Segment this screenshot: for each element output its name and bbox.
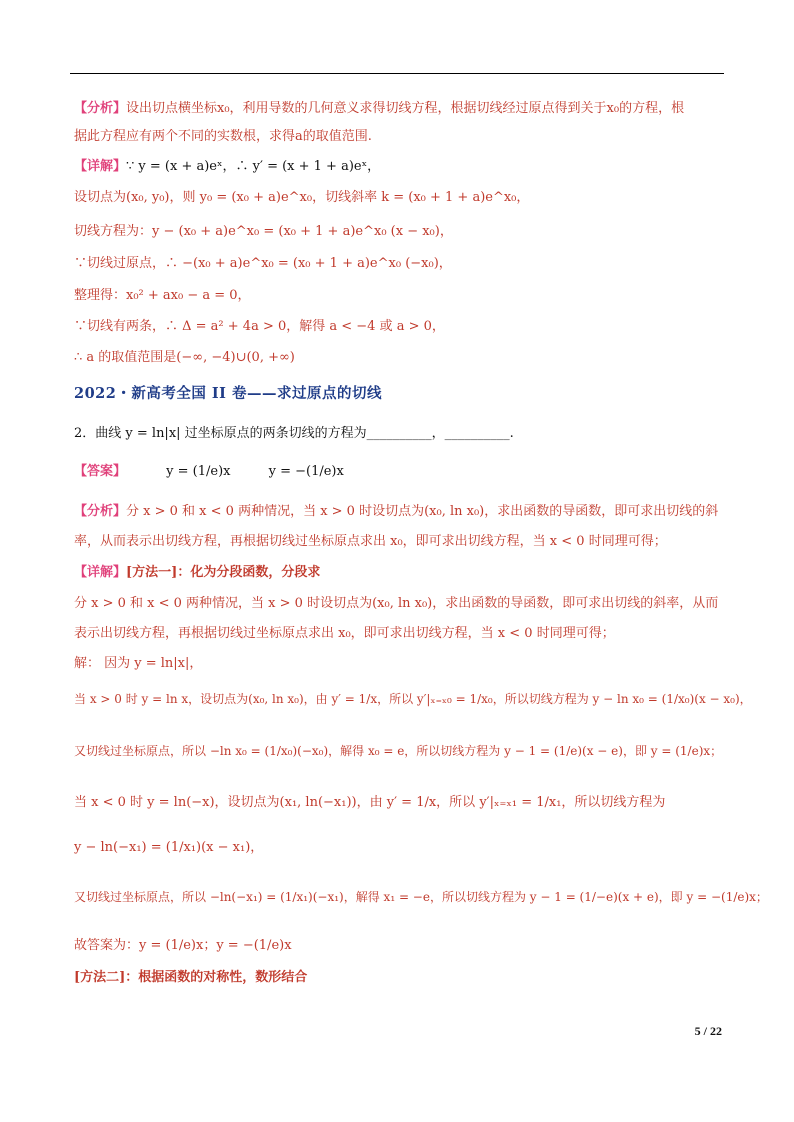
detail-2-line-8: 又切线过坐标原点，所以 −ln(−x₁) = (1/x₁)(−x₁)，解得 x₁ = −e，所以切线方程为 y − 1 = (1/−e)(x + e)，即 y = −(1/e)x； bbox=[74, 890, 768, 904]
detail-2-line-7: y − ln(−x₁) = (1/x₁)(x − x₁)， bbox=[74, 840, 264, 855]
detail-2-line-9: 故答案为：y = (1/e)x；y = −(1/e)x bbox=[74, 938, 292, 953]
detail-tag: 【详解】 bbox=[74, 159, 127, 174]
detail-2-line-1: 分 x > 0 和 x < 0 两种情况，当 x > 0 时设切点为(x₀, ln x₀)，求出函数的导函数，即可求出切线的斜率，从而 bbox=[74, 596, 719, 611]
answer-2: y = −(1/e)x bbox=[268, 464, 344, 479]
answer-1: y = (1/e)x bbox=[166, 464, 231, 479]
detail-2-line-4: 当 x > 0 时 y = ln x，设切点为(x₀, ln x₀)，由 y′ = 1/x，所以 y′|ₓ₌ₓ₀ = 1/x₀，所以切线方程为 y − ln x₀ = (1/x₀)(x − x₀)， bbox=[74, 692, 752, 706]
page-number: 5 / 22 bbox=[694, 1024, 722, 1038]
detail-2-line-6: 当 x < 0 时 y = ln(−x)，设切点为(x₁, ln(−x₁))，由 y′ = 1/x，所以 y′|ₓ₌ₓ₁ = 1/x₁，所以切线方程为 bbox=[74, 795, 666, 810]
analysis-1-line-1 bbox=[74, 97, 684, 116]
analysis-2-line-1 bbox=[74, 500, 718, 519]
detail-2-line-5: 又切线过坐标原点，所以 −ln x₀ = (1/x₀)(−x₀)，解得 x₀ = e，所以切线方程为 y − 1 = (1/e)(x − e)，即 y = (1/e)x； bbox=[74, 744, 723, 758]
detail-1-line-4: ∵切线过原点，∴ −(x₀ + a)e^x₀ = (x₀ + 1 + a)e^x₀ (−x₀)， bbox=[74, 256, 452, 271]
detail-2-line-3: 解： 因为 y = ln|x|， bbox=[74, 656, 203, 671]
detail-1-line-2: 设切点为(x₀, y₀)，则 y₀ = (x₀ + a)e^x₀，切线斜率 k = (x₀ + 1 + a)e^x₀， bbox=[74, 190, 530, 205]
analysis-2-text: 分 x > 0 和 x < 0 两种情况，当 x > 0 时设切点为(x₀, ln x₀)，求出函数的导函数，即可求出切线的斜 bbox=[126, 504, 719, 519]
detail-2-line-2: 表示出切线方程，再根据切线过坐标原点求出 x₀，即可求出切线方程，当 x < 0 时同理可得； bbox=[74, 626, 615, 641]
analysis-2-tag: 【分析】 bbox=[74, 504, 127, 519]
question-text: 2．曲线 y = ln|x| 过坐标原点的两条切线的方程为__________，__________. bbox=[74, 426, 514, 441]
analysis-2-line-2: 率，从而表示出切线方程，再根据切线过坐标原点求出 x₀，即可求出切线方程，当 x < 0 时同理可得； bbox=[74, 534, 667, 549]
detail-1-line-5: 整理得：x₀² + ax₀ − a = 0， bbox=[74, 288, 251, 303]
detail-1-line-6: ∵切线有两条，∴ Δ = a² + 4a > 0，解得 a < −4 或 a > 0， bbox=[74, 319, 445, 334]
section-heading: 2022・新高考全国 II 卷——求过原点的切线 bbox=[74, 385, 383, 402]
detail-2-header bbox=[74, 561, 320, 580]
detail-1-line-1 bbox=[74, 155, 380, 174]
header-rule bbox=[70, 73, 724, 74]
analysis-text: 设出切点横坐标x₀，利用导数的几何意义求得切线方程，根据切线经过原点得到关于x₀的方程，根 bbox=[126, 101, 685, 116]
method-1-title: [方法一]：化为分段函数，分段求 bbox=[126, 565, 321, 580]
detail-1-line-3: 切线方程为：y − (x₀ + a)e^x₀ = (x₀ + 1 + a)e^x₀ (x − x₀)， bbox=[74, 224, 453, 239]
method-2-title: [方法二]：根据函数的对称性，数形结合 bbox=[74, 970, 308, 985]
detail-1-line-7: ∴ a 的取值范围是(−∞, −4)∪(0, +∞) bbox=[74, 350, 295, 365]
analysis-1-line-2: 据此方程应有两个不同的实数根，求得a的取值范围. bbox=[74, 129, 372, 144]
answer-line bbox=[74, 460, 344, 479]
analysis-tag: 【分析】 bbox=[74, 101, 127, 116]
detail-2-tag: 【详解】 bbox=[74, 565, 127, 580]
detail-text: ∵ y = (x + a)eˣ，∴ y′ = (x + 1 + a)eˣ， bbox=[126, 159, 381, 174]
answer-tag: 【答案】 bbox=[74, 464, 127, 479]
